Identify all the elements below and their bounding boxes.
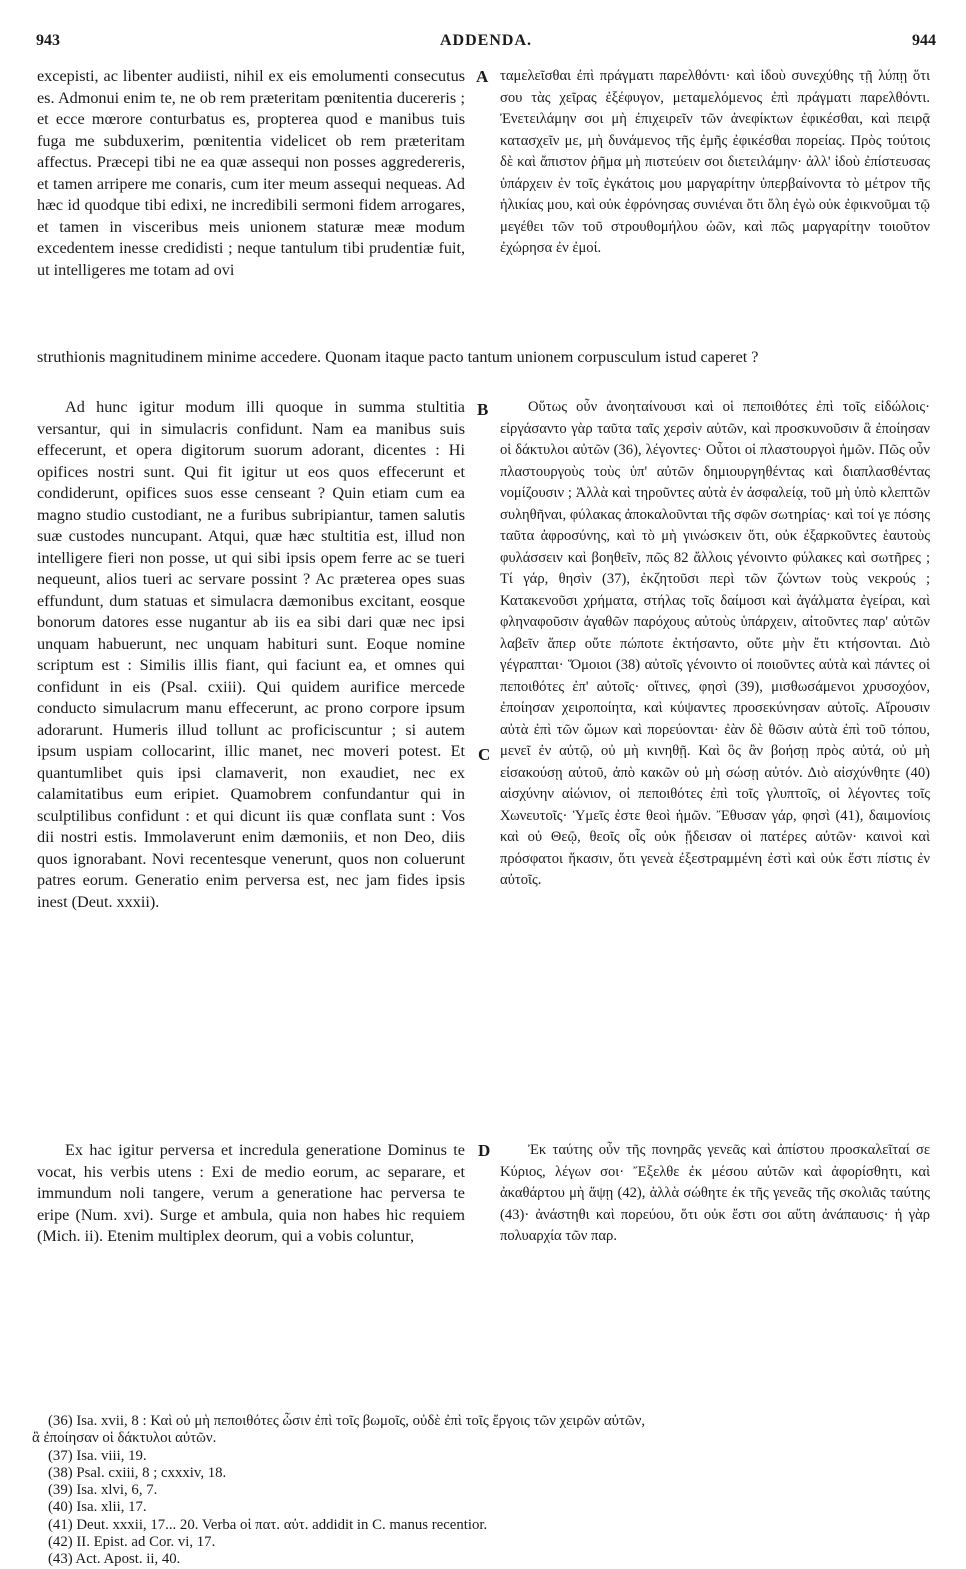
section-marker-b: B	[477, 400, 489, 419]
latin-column-a	[37, 66, 465, 281]
greek-column-b	[500, 397, 930, 892]
page-number-right: 944	[912, 32, 936, 49]
latin-paragraph-d: Ex hac igitur perversa et incredula generatione Dominus te vocat, his verbis utens : Exi de medio eorum, ac separare, et immundum noli tangere, verum a generatione hac perversa te eripe (Num. xvi). Surge et ambula, quia non habes hic requiem (Mich. ii). Etenim multiplex deorum, qui a vobis coluntur,	[37, 1141, 465, 1245]
footnote-36-continuation: ἃ ἐποίησαν οἱ δάκτυλοι αὐτῶν.	[32, 1430, 217, 1447]
footnote-41: (41) Deut. xxxii, 17... 20. Verba οἱ πατ. αὐτ. addidit in C. manus recentior.	[48, 1516, 488, 1533]
latin-column-d	[37, 1140, 465, 1248]
footnote-42: (42) II. Epist. ad Cor. vi, 17.	[48, 1534, 216, 1551]
greek-paragraph-d: Ἐκ ταύτης οὖν τῆς πονηρᾶς γενεᾶς καὶ ἀπίστου προσκαλεῖταί σε Κύριος, λέγων σοι· Ἔξελθε ἐκ μέσου αὐτῶν καὶ ἀφορίσθητι, καὶ ἀκαθάρτου μὴ ἅψῃ (42), ἀλλὰ σώθητε ἐκ τῆς γενεᾶς τῆς σκολιᾶς ταύτης (43)· ἀνάστηθι καὶ πορεύου, ὅτι οὐκ ἔστι σοι αὕτη ἀνάπαυσις· ἡ γὰρ πολυαρχία τῶν παρ.	[500, 1142, 930, 1244]
footnote-36: (36) Isa. xvii, 8 : Καὶ οὐ μὴ πεποιθότες ὦσιν ἐπὶ τοῖς βωμοῖς, οὐδὲ ἐπὶ τοῖς ἔργοις τῶν χειρῶν αὐτῶν,	[48, 1413, 646, 1429]
page-number-left: 943	[36, 32, 60, 49]
greek-column-a	[500, 66, 930, 260]
footnote-37: (37) Isa. viii, 19.	[48, 1447, 147, 1464]
greek-column-d	[500, 1140, 930, 1248]
greek-paragraph-b: Οὕτως οὖν ἀνοηταίνουσι καὶ οἱ πεποιθότες ἐπὶ τοῖς εἰδώλοις· εἰργάσαντο γὰρ ταῦτα ταῖς χερσὶν αὐτῶν, καὶ προσκυνοῦσιν ἃ ἐποίησαν οἱ δάκτυλοι αὐτῶν (36), λέγοντες· Οὗτοι οἱ πλαστουργοὶ ἡμῶν. Πῶς οὖν πλαστουργοὺς τοὺς ὑπ' αὐτῶν δημιουργηθέντας καὶ διαπλασθέντας νομίζουσιν ; Ἀλλὰ καὶ τηροῦντες αὐτὰ ἐν ἀσφαλείᾳ, τοῦ μὴ ὑπὸ κλεπτῶν συληθῆναι, φύλακας ἀποκαλοῦνται τῆς σφῶν σωτηρίας· καὶ τοί γε πόσης ταῦτα ἀφροσύνης, καὶ τὸ μὴ γινώσκειν ὅτι, οὐκ ἐξαρκοῦντες ἑαυτοὺς φυλάσσειν καὶ βοηθεῖν, πῶς 82 ἄλλοις γένοιντο φύλακες καὶ σωτῆρες ; Τί γάρ, θησὶν (37), ἐκζητοῦσι περὶ τῶν ζώντων τοὺς νεκρούς ; Κατακενοῦσι χρήματα, στήλας τοῖς δαίμοσι καὶ ἀγάλματα ἐγείραι, καὶ φληναφοῦσιν ἀγαθῶν παρόχους αὐτοὺς ὑπάρχειν, αἰτοῦντες παρ' αὐτῶν λαβεῖν ἅπερ οὔτε πώποτε ἐκτήσαντο, οὔτε μὴν ἔτι κτήσονται. Διὸ γέγραπται· Ὅμοιοι (38) αὐτοῖς γένοιντο οἱ ποιοῦντες αὐτὰ καὶ πάντες οἱ πεποιθότες ἐπ' αὐτοῖς· οἵτινες, φησὶ (39), μισθωσάμενοι χρυσοχόον, ἐποίησαν χειροποίητα, καὶ κύψαντες προσεκύνησαν αὐτοῖς. Αἴρουσιν αὐτὰ ἐπὶ τῶν ὤμων καὶ πορεύονται· ἐὰν δὲ θῶσιν αὐτὰ ἐπὶ τοῦ τόπου, μενεῖ ἐν αὐτῷ, οὐ μὴ κινηθῇ. Καὶ ὃς ἂν βοήσῃ πρὸς αὐτά, οὐ μὴ εἰσακούσῃ αὐτοῦ, ἀπὸ κακῶν οὐ μὴ σώσῃ αὐτόν. Διὸ αἰσχύνθητε (40) αἰσχύνην αἰώνιον, οἱ πεποιθότες ἐπὶ τοῖς γλυπτοῖς, οἱ λέγοντες τοῖς Χωνευτοῖς· Ὑμεῖς ἐστε θεοὶ ἡμῶν. Ἔθυσαν γάρ, φησὶ (41), δαιμονίοις καὶ οὐ Θεῷ, θεοῖς οἷς οὐκ ᾔδεισαν οἱ πατέρες αὐτῶν· καινοὶ καὶ πρόσφατοι ἥκασιν, ὅτι γενεὰ ἐξεστραμμένη ἐστὶ καὶ οὐκ ἔστι πίστις ἐν αὐτοῖς.	[500, 399, 930, 888]
section-marker-a: A	[476, 67, 489, 86]
footnotes	[32, 1413, 938, 1569]
footnote-39: (39) Isa. xlvi, 6, 7.	[48, 1482, 158, 1499]
latin-paragraph-b: Ad hunc igitur modum illi quoque in summa stultitia versantur, qui in simulacris confidunt. Nam ea manibus suis effecerunt, et opera digitorum suorum adorant, dicentes : Hi opifices nostri sunt. Qui fit igitur ut eos quos effecerunt et condiderunt, opifices suos esse censeant ? Quin etiam cum ea magno studio custodiant, ne a furibus subripiantur, tamen salutis suæ custodes nuncupant. Atqui, quæ hæc stultitia est, illud non intelligere fieri non posse, ut qui sibi ipsis opem ferre ac se tueri nequeunt, alios tueri ac servare possint ? Ac præterea opes suas effundunt, dum statuas et simulacra dæmonibus excitant, eosque bonorum datores esse nugantur ab iis ea sibi dari quæ nec ipsi unquam habuerunt, nec unquam habituri sunt. Eoque nomine scriptum est : Similis illis fiant, qui faciunt ea, et omnes qui confidunt in eis (Psal. cxiii). Qui quidem aurifice mercede conducto simulacrum manu effecerunt, ac prono corpore ipsum adorarunt. Humeris illud tollunt ac proficiscuntur ; si autem ipsum uspiam collocarint, illic manet, nec moveri potest. Et quantumlibet quis ipsi clamaverit, non exaudiet, nec ex calamitatibus eum eripiet. Quamobrem confundantur qui in sculptilibus confidunt : et qui dicunt iis quæ conflata sunt : Vos dii nostri estis. Immolaverunt enim dæmoniis, et non Deo, diis quos ignorabant. Novi recentesque venerunt, quos non coluerunt patres eorum. Generatio enim perversa est, nec jam fides ipsis inest (Deut. xxxii).	[37, 398, 465, 911]
latin-paragraph-a: excepisti, ac libenter audiisti, nihil ex eis emolumenti consecutus es. Admonui enim te, ne ob rem præteritam pœnitentia ducereris ; et ecce mœrore conturbatus es, propterea quod e manibus tuis fuga me subduxerim, pœnitentia videlicet ob rem præteritam affectus. Præcepi tibi ne ea quæ assequi non posses aggredereris, et tamen arripere me conaris, cum iter meum assequi nequeas. Ad hæc id quodque tibi edixi, ne incredibili sermoni fidem arrogares, et tamen in visceribus meis unionem staturæ meæ modum excedentem inesse credidisti ; neque tantulum tibi prudentiæ fuit, ut intelligeres me totam ad ovi	[37, 67, 465, 279]
running-header	[36, 32, 936, 56]
footnote-38: (38) Psal. cxiii, 8 ; cxxxiv, 18.	[48, 1464, 227, 1481]
greek-paragraph-a: ταμελεῖσθαι ἐπὶ πράγματι παρελθόντι· καὶ ἰδοὺ συνεχύθης τῇ λύπῃ ὅτι σου τὰς χεῖρας ἐξέφυγον, μεταμελόμενος ἐπὶ πράγματι παρελθόντι. Ἐνετειλάμην σοι μὴ ἐπιχειρεῖν τῶν ἀνεφίκτων ἐφικέσθαι, καὶ πειρᾷ κατασχεῖν με, μὴ δυνάμενος τῆς ἐμῆς ἐφικέσθαι πορείας. Πρὸς τούτοις δὲ καὶ ἄπιστον ῥῆμα μὴ πιστεύειν σοι διετειλάμην· ἀλλ' ἰδοὺ ἐπίστευσας ὑπάρχειν ἐν τοῖς ἐγκάτοις μου μαργαρίτην ὑπερβαίνοντα τὸ μέτρον τῆς ἡλικίας μου, καὶ οὐκ ἐφρόνησας συνιέναι ὅτι ὅλη ἐγὼ οὐκ ἐφικνοῦμαι τῷ μεγέθει τῶν τοῦ στρουθομήλου ὠῶν, καὶ πῶς μαργαρίτην τοιοῦτον ἐχώρησα ἐν ἐμοί.	[500, 68, 930, 256]
footnote-43: (43) Act. Apost. ii, 40.	[48, 1551, 181, 1568]
running-title: ADDENDA.	[440, 32, 532, 49]
latin-full-width-text: struthionis magnitudinem minime accedere. Quonam itaque pacto tantum unionem corpusculum istud caperet ?	[37, 348, 759, 366]
footnote-40: (40) Isa. xlii, 17.	[48, 1499, 147, 1516]
section-marker-d: D	[478, 1141, 491, 1160]
latin-column-b	[37, 397, 465, 913]
latin-full-width	[37, 347, 930, 369]
section-marker-c: C	[478, 745, 491, 764]
